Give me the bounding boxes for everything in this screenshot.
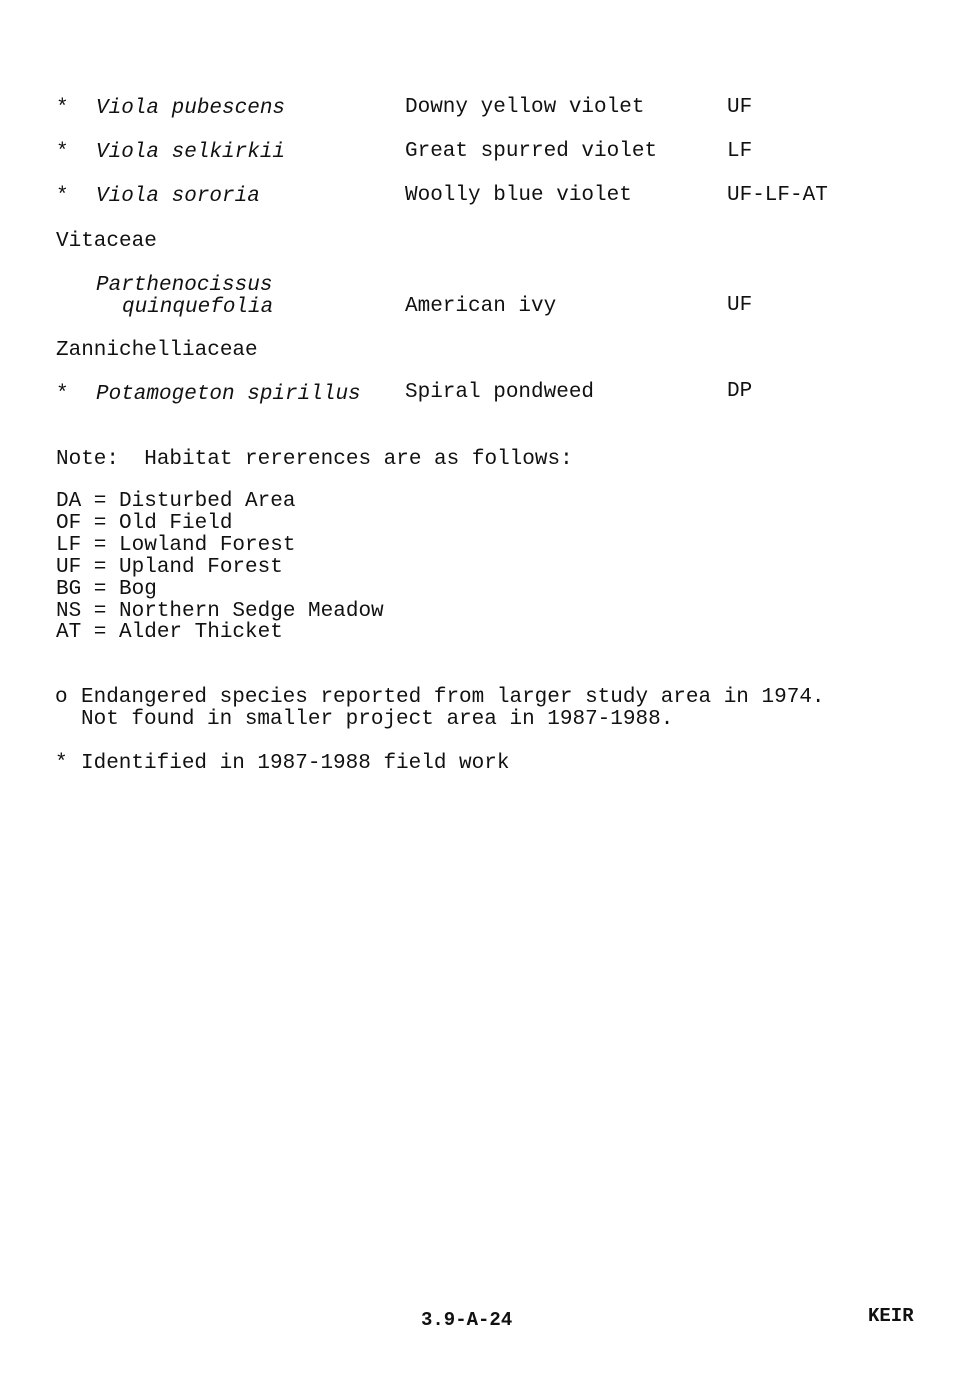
scientific-name-line1: Parthenocissus	[96, 274, 273, 297]
habitat-code: DP	[727, 380, 753, 403]
common-name: Great spurred violet	[405, 140, 658, 163]
footnote-line: Identified in 1987-1988 field work	[81, 752, 510, 775]
habitat-code: UF	[727, 294, 753, 317]
family-heading: Vitaceae	[56, 230, 157, 253]
common-name: Spiral pondweed	[405, 381, 595, 404]
legend-item: DA = Disturbed Area	[56, 490, 296, 513]
habitat-code: LF	[727, 140, 753, 163]
asterisk-mark: *	[55, 752, 68, 775]
habitat-note: Note: Habitat rererences are as follows:	[56, 448, 573, 471]
family-heading: Zannichelliaceae	[56, 339, 258, 362]
common-name: Downy yellow violet	[405, 96, 645, 119]
scientific-name: Viola pubescens	[96, 97, 286, 120]
asterisk-mark: *	[56, 383, 69, 406]
habitat-code: UF	[727, 96, 753, 119]
asterisk-mark: *	[56, 97, 69, 120]
asterisk-mark: *	[56, 141, 69, 164]
scientific-name: Viola selkirkii	[96, 141, 286, 164]
legend-item: UF = Upland Forest	[56, 555, 283, 579]
common-name: American ivy	[405, 295, 557, 318]
circle-mark: o	[55, 686, 68, 709]
legend-item: AT = Alder Thicket	[56, 621, 283, 645]
footnote-line: Endangered species reported from larger study area in 1974.	[81, 686, 825, 709]
legend-item: LF = Lowland Forest	[56, 533, 296, 557]
legend-item: OF = Old Field	[56, 511, 233, 535]
asterisk-mark: *	[56, 185, 69, 208]
scientific-name-line2: quinquefolia	[122, 296, 274, 319]
habitat-code: UF-LF-AT	[727, 184, 828, 207]
footer-label: KEIR	[868, 1305, 914, 1327]
legend-item: BG = Bog	[56, 577, 157, 601]
legend-item: NS = Northern Sedge Meadow	[56, 599, 384, 623]
habitat-legend	[56, 491, 384, 644]
page-number: 3.9-A-24	[421, 1309, 513, 1331]
footnote-line: Not found in smaller project area in 1987-1988.	[81, 708, 674, 731]
scientific-name: Viola sororia	[96, 185, 260, 208]
common-name: Woolly blue violet	[405, 184, 632, 207]
scientific-name: Potamogeton spirillus	[96, 383, 361, 406]
